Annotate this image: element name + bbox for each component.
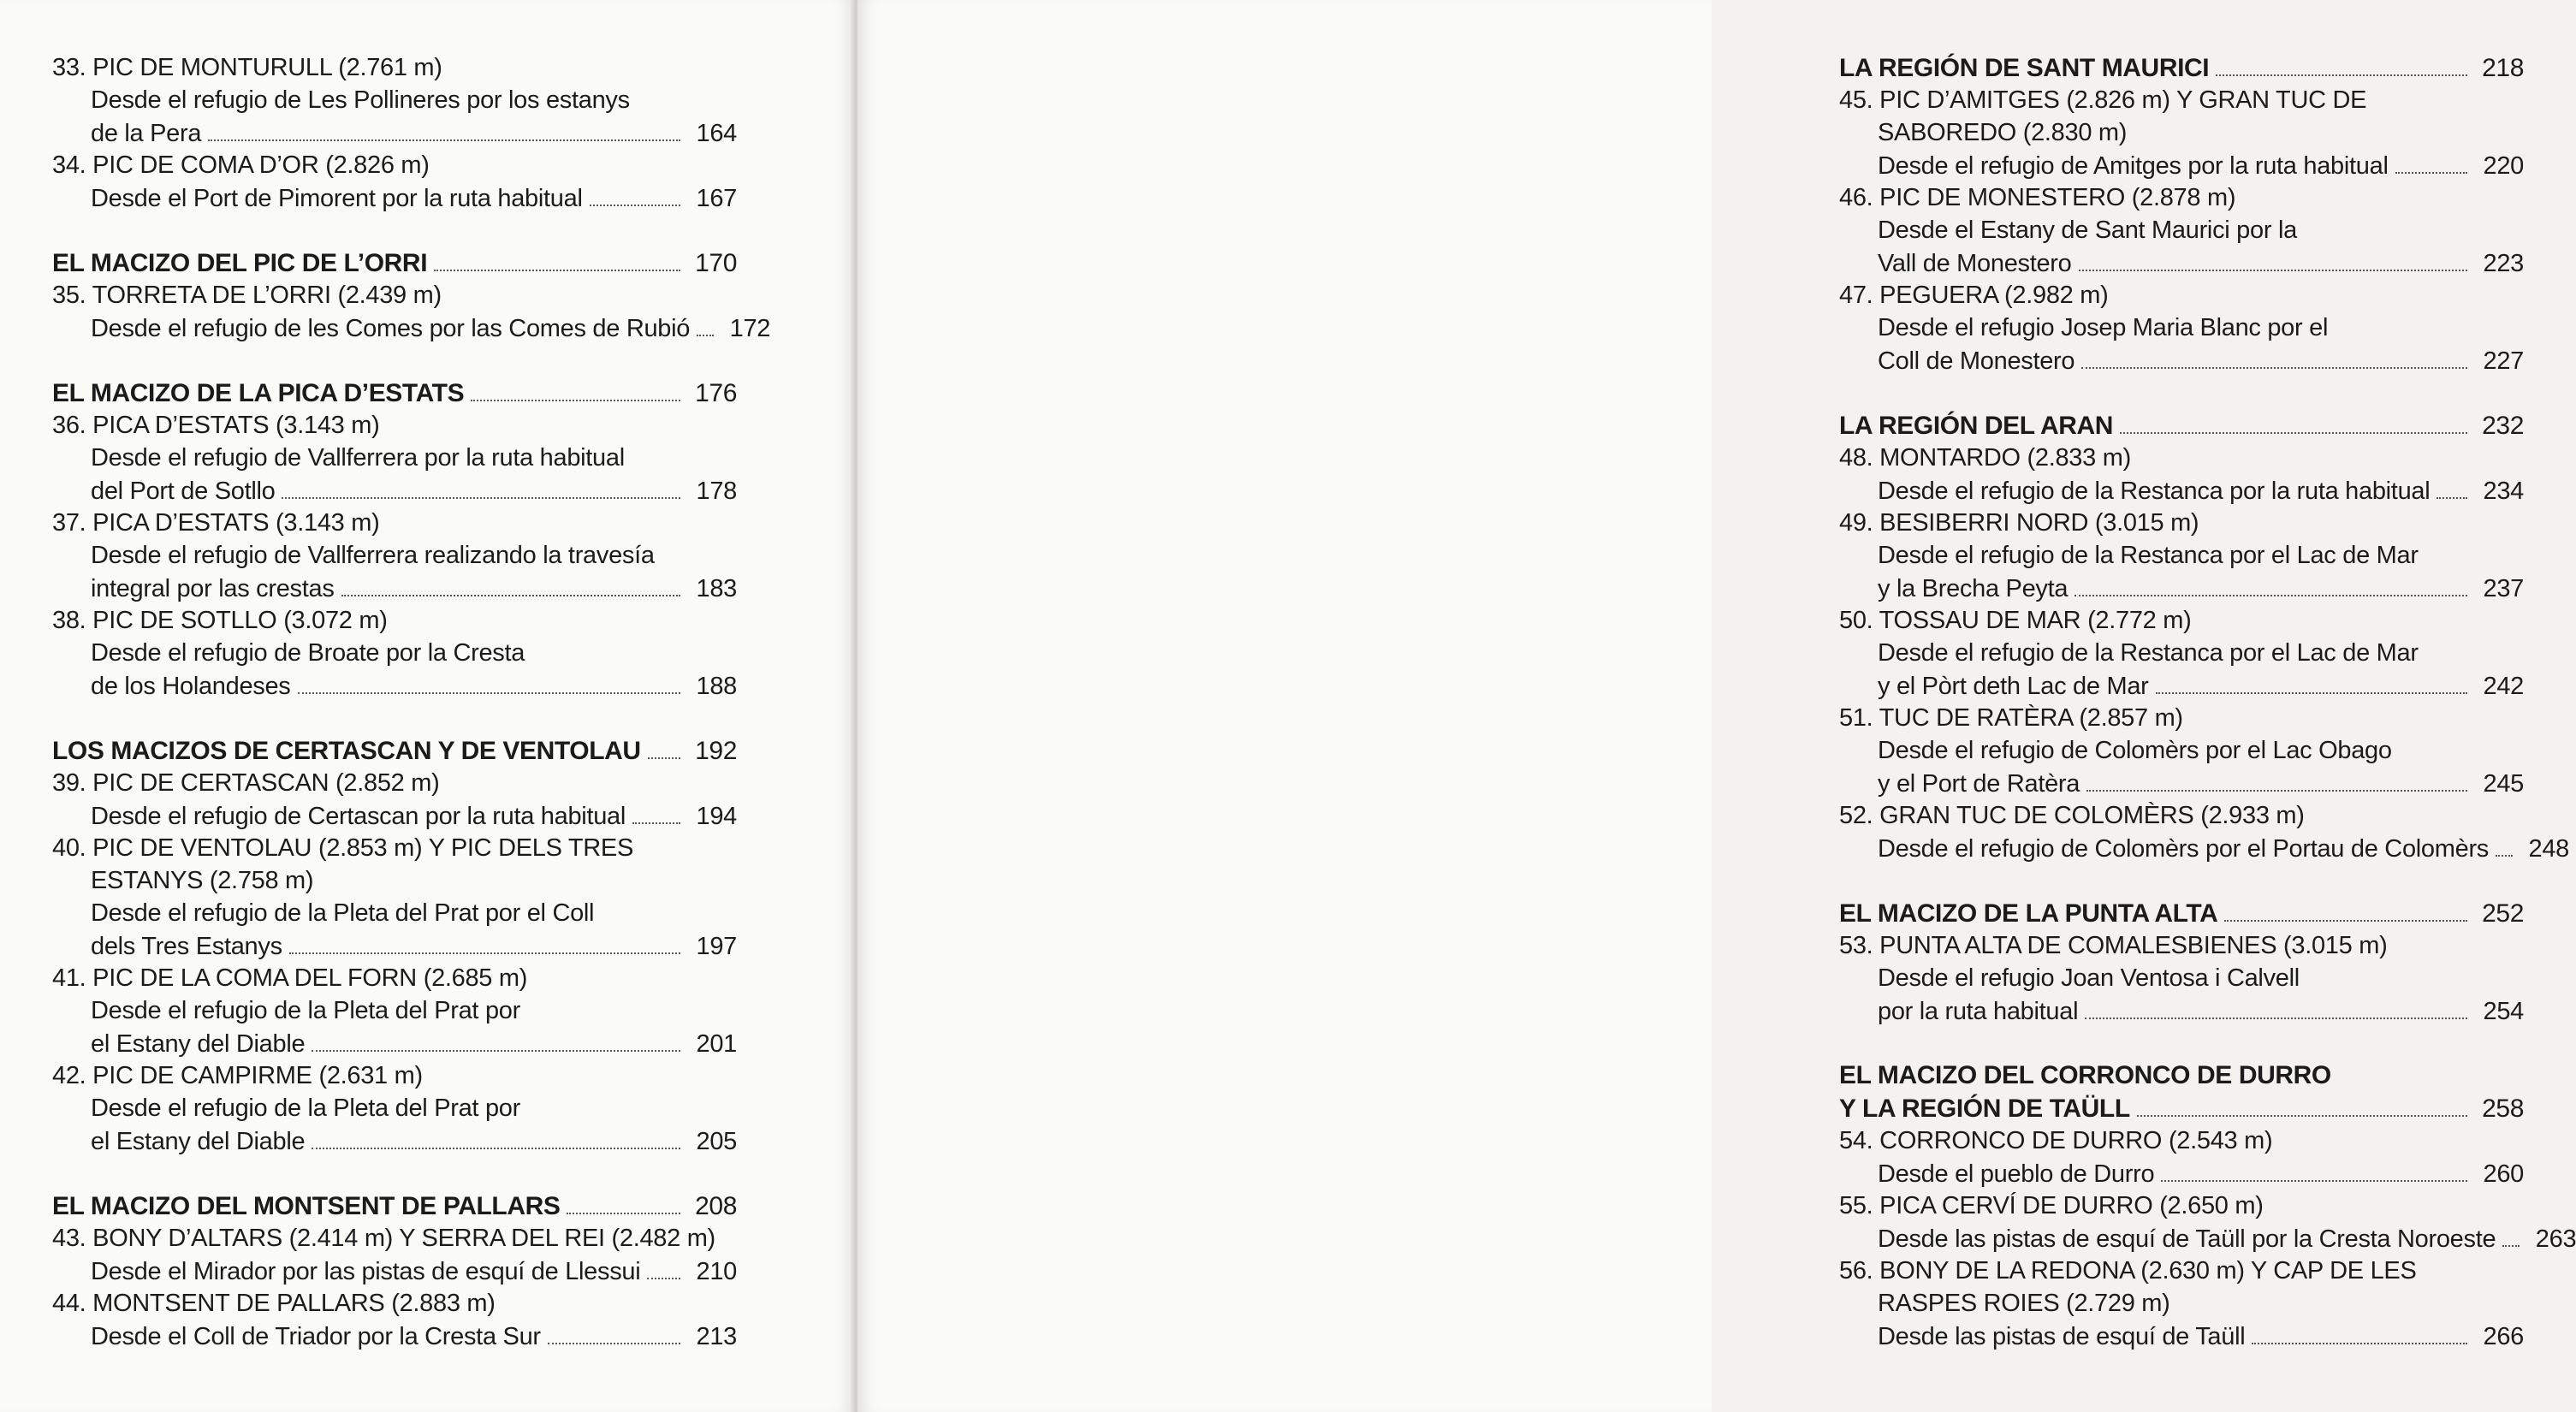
dot-leader (2161, 1157, 2467, 1182)
toc-text: 43. BONY D’ALTARS (2.414 m) Y SERRA DEL REI (2.482 m) (52, 1225, 715, 1252)
toc-text: integral por las crestas (91, 575, 335, 602)
toc-text: 48. MONTARDO (2.833 m) (1839, 444, 2131, 472)
page-number: 172 (729, 315, 771, 342)
dot-leader (434, 246, 680, 271)
toc-text: 38. PIC DE SOTLLO (3.072 m) (52, 607, 388, 634)
toc-entry-title (52, 1059, 737, 1092)
toc-route-line (52, 637, 737, 669)
page-number: 170 (695, 249, 737, 277)
page-number: 218 (2482, 54, 2524, 82)
section-spacer (52, 702, 737, 734)
toc-route-line (52, 539, 737, 572)
dot-leader (648, 734, 680, 759)
toc-entry-title (52, 507, 737, 539)
toc-route-line (1839, 637, 2524, 669)
toc-text: Desde el refugio de Colomèrs por el Lac Obago (1878, 737, 2392, 764)
dot-leader (312, 1027, 680, 1052)
page-number: 260 (2483, 1160, 2524, 1188)
page-number: 208 (695, 1192, 737, 1220)
page-number: 183 (696, 575, 737, 602)
toc-text: EL MACIZO DEL MONTSENT DE PALLARS (52, 1192, 561, 1220)
toc-text: Desde el Estany de Sant Maurici por la (1878, 217, 2297, 244)
dot-leader (548, 1320, 680, 1344)
toc-route-line (52, 1320, 737, 1352)
toc-text: 47. PEGUERA (2.982 m) (1839, 282, 2109, 309)
page-number: 266 (2483, 1323, 2524, 1350)
toc-text: Desde las pistas de esquí de Taüll (1878, 1323, 2246, 1350)
toc-route-line (1839, 1222, 2576, 1255)
dot-leader (2074, 572, 2467, 596)
toc-route-line (1839, 149, 2524, 181)
toc-text: Desde el refugio de la Pleta del Prat por (91, 997, 520, 1024)
toc-route-line (1839, 572, 2524, 604)
toc-route-line (1839, 1157, 2524, 1190)
page-number: 227 (2483, 347, 2524, 375)
page-number: 167 (696, 185, 737, 212)
toc-text: Coll de Monestero (1878, 347, 2075, 375)
toc-route-line (1839, 734, 2524, 767)
page-number: 205 (696, 1128, 737, 1155)
toc-text: Desde el refugio de la Pleta del Prat por (91, 1095, 520, 1122)
toc-route-line (1839, 311, 2524, 344)
toc-entry-title (52, 1222, 737, 1255)
page-number: 237 (2483, 575, 2524, 602)
page-number: 263 (2535, 1225, 2576, 1253)
toc-route-line (1839, 246, 2524, 279)
page-number: 258 (2482, 1095, 2524, 1123)
dot-leader (697, 311, 714, 336)
dot-leader (2156, 669, 2468, 694)
toc-text: Desde el Mirador por las pistas de esquí de Llessui (91, 1258, 641, 1285)
toc-text: 34. PIC DE COMA D’OR (2.826 m) (52, 151, 430, 179)
page-number: 242 (2483, 673, 2524, 700)
page-number: 188 (696, 673, 737, 700)
toc-entry-title (52, 279, 737, 311)
toc-route-line (1839, 962, 2524, 994)
dot-leader (208, 116, 680, 141)
toc-text: 36. PICA D’ESTATS (3.143 m) (52, 412, 380, 439)
page-number: 164 (696, 120, 737, 147)
section-heading (1839, 409, 2524, 442)
toc-text: 39. PIC DE CERTASCAN (2.852 m) (52, 769, 440, 797)
toc-text: 45. PIC D’AMITGES (2.826 m) Y GRAN TUC DE (1839, 86, 2367, 114)
dot-leader (590, 181, 680, 206)
right-page (858, 0, 2576, 1412)
toc-entry-title (52, 962, 737, 994)
section-heading (52, 246, 737, 279)
toc-text: dels Tres Estanys (91, 933, 282, 960)
dot-leader (2252, 1320, 2467, 1344)
toc-text: Desde el refugio de Vallferrera realizando la travesía (91, 542, 655, 569)
dot-leader (2120, 409, 2467, 434)
toc-route-line (52, 929, 737, 962)
section-spacer (1839, 864, 2524, 897)
page-number: 245 (2483, 770, 2524, 798)
toc-entry-title (1839, 799, 2524, 832)
toc-text: EL MACIZO DE LA PUNTA ALTA (1839, 899, 2218, 928)
toc-text: Desde el refugio Josep Maria Blanc por el (1878, 314, 2329, 341)
toc-text: LA REGIÓN DEL ARAN (1839, 412, 2114, 440)
toc-text: Desde el refugio de Broate por la Cresta (91, 639, 525, 667)
toc-route-line (52, 799, 737, 832)
toc-text: Desde el refugio de la Restanca por el Lac de Mar (1878, 639, 2419, 667)
toc-text: y la Brecha Peyta (1878, 575, 2069, 602)
toc-text: LOS MACIZOS DE CERTASCAN Y DE VENTOLAU (52, 737, 641, 765)
dot-leader (2395, 149, 2467, 174)
dot-leader (312, 1124, 680, 1149)
toc-route-line (1839, 767, 2524, 799)
toc-text: el Estany del Diable (91, 1030, 306, 1058)
toc-route-line (52, 311, 771, 344)
toc-text: por la ruta habitual (1878, 998, 2079, 1025)
toc-text: Desde el refugio de Vallferrera por la ruta habitual (91, 444, 625, 472)
toc-route-line (1839, 1287, 2524, 1320)
toc-text: de la Pera (91, 120, 202, 147)
toc-entry-title (1839, 604, 2524, 637)
toc-entry-title (1839, 929, 2524, 962)
page-number: 197 (696, 933, 737, 960)
toc-route-line (52, 864, 737, 897)
toc-route-line (1839, 832, 2569, 864)
toc-entry-title (52, 51, 737, 84)
page-number: 248 (2528, 835, 2569, 863)
dot-leader (2085, 994, 2467, 1019)
dot-leader (2216, 51, 2467, 76)
toc-route-line (52, 994, 737, 1027)
toc-text: 55. PICA CERVÍ DE DURRO (2.650 m) (1839, 1192, 2264, 1219)
toc-text: 41. PIC DE LA COMA DEL FORN (2.685 m) (52, 964, 528, 992)
page-number: 223 (2483, 250, 2524, 277)
toc-route-line (52, 1027, 737, 1059)
toc-text: 54. CORRONCO DE DURRO (2.543 m) (1839, 1127, 2273, 1154)
toc-text: SABOREDO (2.830 m) (1878, 119, 2128, 146)
toc-route-line (52, 474, 737, 507)
toc-entry-title (1839, 84, 2524, 116)
toc-route-line (52, 572, 737, 604)
toc-text: Desde el Port de Pimorent por la ruta habitual (91, 185, 583, 212)
page-number: 192 (695, 737, 737, 765)
toc-text: 44. MONTSENT DE PALLARS (2.883 m) (52, 1290, 496, 1317)
toc-text: Vall de Monestero (1878, 250, 2072, 277)
toc-route-line (52, 442, 737, 474)
section-spacer (1839, 1027, 2524, 1059)
section-heading (1839, 897, 2524, 929)
toc-entry-title (1839, 1255, 2524, 1287)
toc-text: EL MACIZO DE LA PICA D’ESTATS (52, 379, 465, 407)
toc-text: Desde el refugio de la Restanca por la ruta habitual (1878, 478, 2431, 505)
toc-route-line (52, 181, 737, 214)
section-heading (1839, 51, 2524, 84)
section-spacer (52, 214, 737, 246)
dot-leader (2079, 246, 2468, 271)
dot-leader (2137, 1092, 2467, 1117)
toc-route-line (1839, 474, 2524, 507)
toc-route-line (1839, 539, 2524, 572)
toc-route-line (52, 84, 737, 116)
toc-text: 42. PIC DE CAMPIRME (2.631 m) (52, 1062, 423, 1089)
left-page (0, 0, 854, 1412)
dot-leader (2081, 344, 2467, 369)
dot-leader (2086, 767, 2467, 792)
toc-entry-title (52, 767, 737, 799)
toc-route-line (1839, 994, 2524, 1027)
toc-text: RASPES ROIES (2.729 m) (1878, 1290, 2170, 1317)
toc-text: EL MACIZO DEL CORRONCO DE DURRO (1839, 1061, 2331, 1089)
toc-text: 37. PICA D’ESTATS (3.143 m) (52, 509, 380, 537)
section-heading (52, 377, 737, 409)
toc-entry-title (52, 832, 737, 864)
toc-route-line (52, 897, 737, 929)
page-number: 201 (696, 1030, 737, 1058)
dot-leader (2224, 897, 2467, 922)
page-number: 232 (2482, 412, 2524, 440)
page-number: 234 (2483, 478, 2524, 505)
toc-column-right (1839, 51, 2576, 1352)
section-heading (1839, 1059, 2524, 1092)
toc-entry-title (52, 1287, 737, 1320)
toc-column-left (52, 51, 771, 1352)
dot-leader (471, 377, 680, 401)
toc-entry-title (52, 604, 737, 637)
toc-route-line (1839, 669, 2524, 702)
toc-entry-title (52, 149, 737, 181)
dot-leader (282, 474, 680, 499)
section-heading (1839, 1092, 2524, 1124)
toc-route-line (52, 1092, 737, 1124)
toc-route-line (1839, 1320, 2524, 1352)
page-number: 254 (2483, 998, 2524, 1025)
page-number: 194 (696, 803, 737, 830)
toc-text: EL MACIZO DEL PIC DE L’ORRI (52, 249, 428, 277)
toc-text: Desde el refugio de la Pleta del Prat por el Coll (91, 899, 595, 927)
toc-text: 49. BESIBERRI NORD (3.015 m) (1839, 509, 2199, 537)
page-number: 176 (695, 379, 737, 407)
toc-text: ESTANYS (2.758 m) (91, 867, 314, 894)
page-number: 220 (2483, 152, 2524, 180)
toc-entry-title (1839, 507, 2524, 539)
dot-leader (298, 669, 681, 694)
section-spacer (1839, 377, 2524, 409)
toc-text: de los Holandeses (91, 673, 291, 700)
toc-text: Desde el refugio de les Comes por las Comes de Rubió (91, 315, 691, 342)
toc-entry-title (1839, 181, 2524, 214)
toc-text: 46. PIC DE MONESTERO (2.878 m) (1839, 184, 2236, 211)
toc-entry-title (1839, 1190, 2524, 1222)
dot-leader (289, 929, 680, 954)
page-number: 178 (696, 478, 737, 505)
toc-text: 52. GRAN TUC DE COLOMÈRS (2.933 m) (1839, 802, 2305, 829)
toc-text: 35. TORRETA DE L’ORRI (2.439 m) (52, 282, 442, 309)
toc-text: 40. PIC DE VENTOLAU (2.853 m) Y PIC DELS TRES (52, 834, 634, 862)
toc-entry-title (1839, 442, 2524, 474)
dot-leader (2437, 474, 2467, 499)
toc-route-line (52, 1255, 737, 1287)
toc-text: Desde el refugio de Les Pollineres por los estanys (91, 86, 630, 114)
toc-text: Desde el refugio de Certascan por la ruta habitual (91, 803, 626, 830)
toc-text: Desde el Coll de Triador por la Cresta Sur (91, 1323, 541, 1350)
toc-text: Desde el refugio de Amitges por la ruta habitual (1878, 152, 2389, 180)
toc-text: 51. TUC DE RATÈRA (2.857 m) (1839, 704, 2183, 732)
toc-entry-title (1839, 702, 2524, 734)
dot-leader (632, 799, 680, 824)
toc-text: y el Port de Ratèra (1878, 770, 2080, 798)
toc-entry-title (52, 409, 737, 442)
toc-route-line (1839, 214, 2524, 246)
toc-route-line (1839, 116, 2524, 149)
toc-text: Desde las pistas de esquí de Taüll por la Cresta Noroeste (1878, 1225, 2496, 1253)
toc-text: 50. TOSSAU DE MAR (2.772 m) (1839, 607, 2192, 634)
toc-text: el Estany del Diable (91, 1128, 306, 1155)
toc-text: del Port de Sotllo (91, 478, 276, 505)
section-heading (52, 734, 737, 767)
dot-leader (647, 1255, 680, 1279)
toc-entry-title (1839, 1124, 2524, 1157)
toc-text: 33. PIC DE MONTURULL (2.761 m) (52, 54, 442, 81)
dot-leader (567, 1190, 680, 1214)
dot-leader (2502, 1222, 2520, 1247)
dot-leader (2496, 832, 2513, 857)
section-spacer (52, 344, 737, 377)
page-number: 213 (696, 1323, 737, 1350)
toc-text: y el Pòrt deth Lac de Mar (1878, 673, 2149, 700)
section-heading (52, 1190, 737, 1222)
toc-text: Desde el pueblo de Durro (1878, 1160, 2155, 1188)
toc-text: Desde el refugio de la Restanca por el Lac de Mar (1878, 542, 2419, 569)
toc-route-line (52, 669, 737, 702)
toc-text: Desde el refugio Joan Ventosa i Calvell (1878, 964, 2300, 992)
toc-text: Y LA REGIÓN DE TAÜLL (1839, 1095, 2130, 1123)
toc-text: 53. PUNTA ALTA DE COMALESBIENES (3.015 m) (1839, 932, 2388, 959)
page-number: 210 (696, 1258, 737, 1285)
toc-route-line (52, 116, 737, 149)
dot-leader (341, 572, 680, 596)
page-number: 252 (2482, 899, 2524, 928)
section-spacer (52, 1157, 737, 1190)
toc-text: 56. BONY DE LA REDONA (2.630 m) Y CAP DE LES (1839, 1257, 2417, 1284)
toc-route-line (52, 1124, 737, 1157)
toc-text: Desde el refugio de Colomèrs por el Portau de Colomèrs (1878, 835, 2489, 863)
toc-text: LA REGIÓN DE SANT MAURICI (1839, 54, 2210, 82)
toc-route-line (1839, 344, 2524, 377)
toc-entry-title (1839, 279, 2524, 311)
